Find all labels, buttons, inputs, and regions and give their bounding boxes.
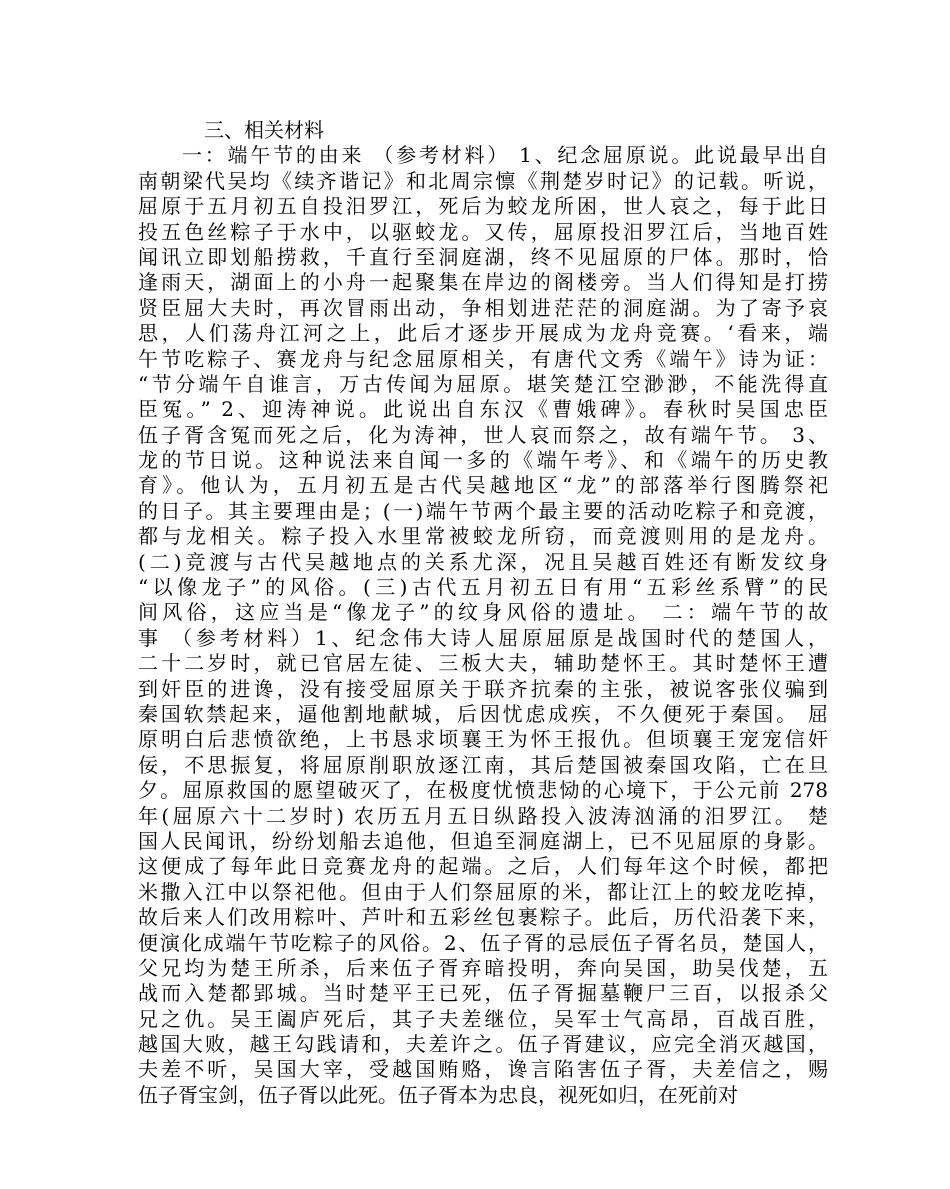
body-text-line: 故后来人们改用粽叶、芦叶和五彩丝包裹粽子。此后，历代沿袭下来，: [138, 905, 828, 930]
body-text-line: 夫差不听，吴国大宰，受越国贿赂，谗言陷害伍子胥，夫差信之，赐: [138, 1057, 828, 1082]
body-text-line: 事 （参考材料）1、纪念伟大诗人屈原屈原是战国时代的楚国人，: [138, 625, 828, 650]
body-text-line: 育》。他认为，五月初五是古代吴越地区“龙”的部落举行图腾祭祀: [138, 473, 828, 498]
body-text-line: “以像龙子”的风俗。(三)古代五月初五日有用“五彩丝系臂”的民: [138, 575, 828, 600]
body-text-line: 伍子胥含冤而死之后，化为涛神，世人哀而祭之，故有端午节。 3、: [138, 422, 828, 447]
body-text-line: 南朝梁代吴均《续齐谐记》和北周宗懔《荆楚岁时记》的记载。听说，: [138, 168, 828, 193]
body-text-line: 都与龙相关。粽子投入水里常被蛟龙所窃，而竞渡则用的是龙舟。: [138, 524, 828, 549]
body-text-line: 臣冤。” 2、迎涛神说。此说出自东汉《曹娥碑》。春秋时吴国忠臣: [138, 397, 828, 422]
body-text-line: 逢雨天，湖面上的小舟一起聚集在岸边的阁楼旁。当人们得知是打捞: [138, 270, 828, 295]
body-text-line: 父兄均为楚王所杀，后来伍子胥弃暗投明，奔向吴国，助吴伐楚，五: [138, 955, 828, 980]
body-text-line: 一：端午节的由来 （参考材料） 1、纪念屈原说。此说最早出自: [182, 143, 828, 168]
body-text-line: 二十二岁时，就已官居左徒、三板大夫，辅助楚怀王。其时楚怀王遭: [138, 651, 828, 676]
body-text-line: 米撒入江中以祭祀他。但由于人们祭屈原的米，都让江上的蛟龙吃掉，: [138, 879, 828, 904]
body-text-line: 秦国软禁起来，逼他割地献城，后因忧虑成疾，不久便死于秦国。 屈: [138, 701, 828, 726]
body-text-line: 伍子胥宝剑，伍子胥以此死。伍子胥本为忠良，视死如归，在死前对: [138, 1082, 738, 1107]
body-text-line: 屈原于五月初五自投汨罗江，死后为蛟龙所困，世人哀之，每于此日: [138, 194, 828, 219]
body-text-line: 的日子。其主要理由是；(一)端午节两个最主要的活动吃粽子和竞渡，: [138, 498, 828, 523]
body-text-line: 间风俗，这应当是“像龙子”的纹身风俗的遗址。 二：端午节的故: [138, 600, 828, 625]
body-text-line: 兄之仇。吴王阖庐死后，其子夫差继位，吴军士气高昂，百战百胜，: [138, 1006, 828, 1031]
body-text-line: 便演化成端午节吃粽子的风俗。2、伍子胥的忌辰伍子胥名员，楚国人，: [138, 930, 828, 955]
body-text-line: 夕。屈原救国的愿望破灭了，在极度忧愤悲恸的心境下，于公元前 278: [138, 778, 828, 803]
body-text-line: 午节吃粽子、赛龙舟与纪念屈原相关，有唐代文秀《端午》诗为证：: [138, 346, 828, 371]
body-text-line: (二)竞渡与古代吴越地点的关系尤深，况且吴越百姓还有断发纹身: [138, 549, 828, 574]
body-text-line: 越国大败，越王勾践请和，夫差许之。伍子胥建议，应完全消灭越国，: [138, 1032, 828, 1057]
body-text-line: 思，人们荡舟江河之上，此后才逐步开展成为龙舟竞赛。‘看来，端: [138, 321, 828, 346]
body-text-line: 战而入楚都郢城。当时楚平王已死，伍子胥掘墓鞭尸三百，以报杀父: [138, 981, 828, 1006]
body-text-line: 龙的节日说。这种说法来自闻一多的《端午考》、和《端午的历史教: [138, 448, 828, 473]
body-text-line: 到奸臣的进谗，没有接受屈原关于联齐抗秦的主张，被说客张仪骗到: [138, 676, 828, 701]
document-body: [138, 143, 828, 1108]
body-text-line: 闻讯立即划船捞救，千直行至洞庭湖，终不见屈原的尸体。那时，恰: [138, 244, 828, 269]
document-page: [138, 118, 828, 1108]
body-text-line: “节分端午自谁言，万古传闻为屈原。堪笑楚江空渺渺，不能洗得直: [138, 371, 828, 396]
body-text-line: 国人民闻讯，纷纷划船去追他，但追至洞庭湖上，已不见屈原的身影。: [138, 828, 828, 853]
section-heading: 三、相关材料: [204, 118, 324, 142]
body-text-line: 贤臣屈大夫时，再次冒雨出动，争相划进茫茫的洞庭湖。为了寄予哀: [138, 295, 828, 320]
body-text-line: 佞，不思振复，将屈原削职放逐江南，其后楚国被秦国攻陷，亡在旦: [138, 752, 828, 777]
body-text-line: 这便成了每年此日竞赛龙舟的起端。之后，人们每年这个时候，都把: [138, 854, 828, 879]
body-text-line: 原明白后悲愤欲绝，上书恳求顷襄王为怀王报仇。但顷襄王宠宠信奸: [138, 727, 828, 752]
body-text-line: 年(屈原六十二岁时) 农历五月五日纵路投入波涛汹涌的汨罗江。 楚: [138, 803, 828, 828]
body-text-line: 投五色丝粽子于水中，以驱蛟龙。又传，屈原投汨罗江后，当地百姓: [138, 219, 828, 244]
